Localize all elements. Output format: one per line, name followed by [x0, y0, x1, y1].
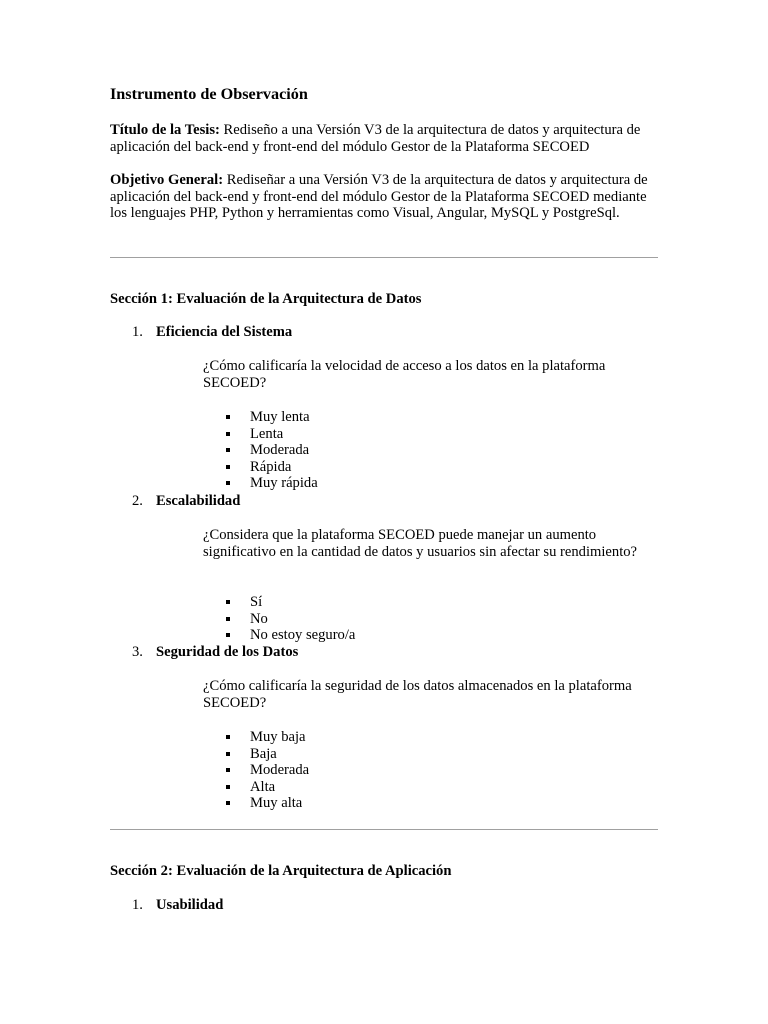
question-title: Eficiencia del Sistema: [156, 324, 293, 340]
horizontal-rule: [110, 257, 658, 258]
option-item: Muy rápida: [224, 475, 318, 492]
question-number: 2.: [132, 493, 143, 509]
option-item: No estoy seguro/a: [224, 627, 355, 644]
options-list: [224, 409, 318, 492]
option-item: Rápida: [224, 459, 318, 476]
section-title: Sección 1: Evaluación de la Arquitectura de Datos: [110, 291, 422, 307]
option-item: Moderada: [224, 442, 318, 459]
section-title: Sección 2: Evaluación de la Arquitectura de Aplicación: [110, 863, 452, 879]
question-text: ¿Cómo calificaría la seguridad de los datos almacenados en la plataforma SECOED?: [203, 678, 632, 711]
thesis-text: Rediseño a una Versión V3 de la arquitectura de datos y arquitectura de aplicación del back-end y front-end del módulo Gestor de la Plataforma SECOED: [110, 122, 641, 155]
option-item: Lenta: [224, 426, 318, 443]
document-title: Instrumento de Observación: [110, 85, 308, 103]
thesis-label: Título de la Tesis:: [110, 122, 220, 138]
option-item: Sí: [224, 594, 355, 611]
option-item: Baja: [224, 746, 309, 763]
thesis-paragraph: [110, 122, 658, 155]
horizontal-rule: [110, 829, 658, 830]
question-title: Escalabilidad: [156, 493, 241, 509]
options-list: [224, 594, 355, 644]
question-number: 3.: [132, 644, 143, 660]
option-item: Muy alta: [224, 795, 309, 812]
question-heading: [132, 897, 223, 914]
objective-label: Objetivo General:: [110, 172, 224, 188]
question-heading: [132, 324, 292, 341]
question-number: 1.: [132, 324, 143, 340]
objective-paragraph: [110, 172, 658, 222]
question-title: Seguridad de los Datos: [156, 644, 299, 660]
option-item: Moderada: [224, 762, 309, 779]
question-text: ¿Considera que la plataforma SECOED puede manejar un aumento significativo en la cantidad de datos y usuarios sin afectar su rendimiento?: [203, 527, 638, 560]
question-heading: [132, 644, 298, 661]
option-item: Alta: [224, 779, 309, 796]
question-number: 1.: [132, 897, 143, 913]
option-item: Muy baja: [224, 729, 309, 746]
question-title: Usabilidad: [156, 897, 224, 913]
option-item: Muy lenta: [224, 409, 318, 426]
objective-text: Rediseñar a una Versión V3 de la arquitectura de datos y arquitectura de aplicación del back-end y front-end del módulo Gestor de la Plataforma SECOED mediante los lenguajes PHP, Python y herramientas como Visual, Angular, MySQL y PostgreSql.: [110, 172, 648, 222]
option-item: No: [224, 611, 355, 628]
question-text: ¿Cómo calificaría la velocidad de acceso a los datos en la plataforma SECOED?: [203, 358, 606, 391]
options-list: [224, 729, 309, 812]
question-heading: [132, 493, 240, 510]
